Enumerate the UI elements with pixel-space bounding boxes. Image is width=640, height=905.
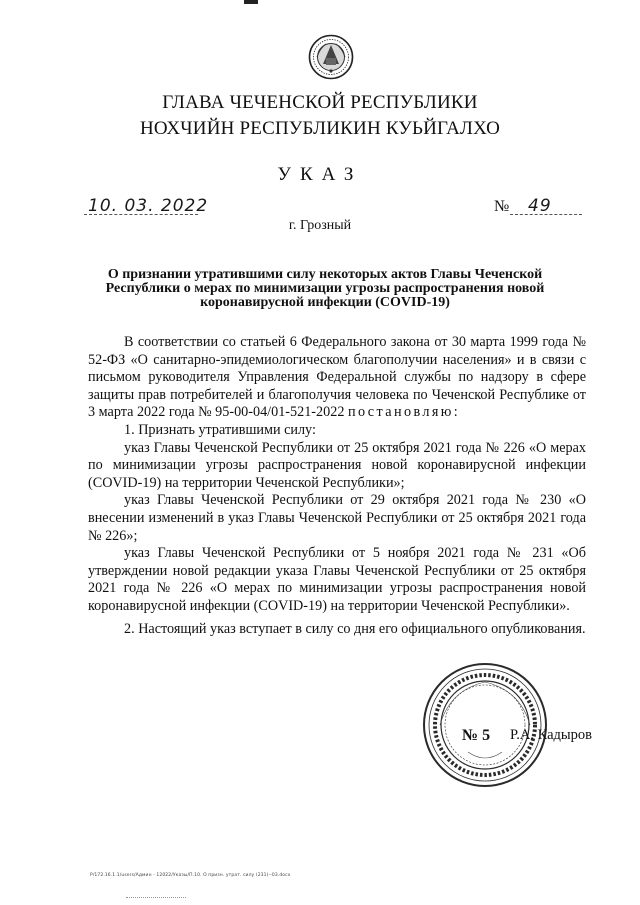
- preamble-paragraph: [88, 334, 586, 422]
- preamble-text: В соответствии со статьей 6 Федерального закона от 30 марта 1999 года № 52-ФЗ «О санитарно-эпидемиологическом благополучии населения» и в связи с письмом руководителя Управления Федеральной службы по надзору в сфере защиты прав потребителей и благополучия человека по Чеченской Республике от 3 марта 2022 года № 95-00-04/01-521-2022: [88, 334, 586, 421]
- item-1-sub-1: указ Главы Чеченской Республики от 25 октября 2021 года № 226 «О мерах по минимизации угрозы распространения новой коронавирусной инфекции (COVID-19) на территории Чеченской Республики»;: [88, 439, 586, 491]
- signatory-name: Р.А. Кадыров: [510, 727, 592, 743]
- header-title-ce: НОХЧИЙН РЕСПУБЛИКИН КУЬЙГАЛХО: [139, 118, 501, 139]
- subject-line: коронавирусной инфекции (COVID-19): [200, 295, 450, 310]
- item-2: 2. Настоящий указ вступает в силу со дня его официального опубликования.: [124, 620, 586, 637]
- number-underline: [510, 214, 582, 215]
- scan-mark: [244, 0, 258, 4]
- file-path-footer: Р/172.16.1.1/users/Админ - 12022/Указы/П.10. О призн. утрат. силу (231)--03.docx: [90, 873, 291, 878]
- subject-line: О признании утратившими силу некоторых актов Главы Чеченской: [107, 267, 543, 282]
- item-1-sub-2: указ Главы Чеченской Республики от 29 октября 2021 года № 230 «О внесении изменений в указ Главы Чеченской Республики от 25 октября 2021 года № 226»;: [88, 492, 586, 544]
- subject-line: Республики о мерах по минимизации угрозы распространения новой: [105, 281, 545, 296]
- date-underline: [84, 214, 198, 215]
- item-1-sub-3: указ Главы Чеченской Республики от 5 ноября 2021 года № 231 «Об утверждении новой редакции указа Главы Чеченской Республики от 25 октября 2021 года № 226 «О мерах по минимизации угрозы распространения новой коронавирусной инфекции (COVID-19) на территории Чеченской Республики».: [88, 545, 586, 614]
- document-subject: [90, 268, 560, 310]
- document-body: [88, 334, 586, 638]
- document-number: 49: [528, 196, 552, 216]
- chechen-republic-emblem-icon: [308, 34, 354, 80]
- document-date: 10. 03. 2022: [88, 196, 209, 216]
- item-1: 1. Признать утратившими силу:: [124, 421, 316, 438]
- document-city: г. Грозный: [288, 218, 352, 233]
- footer-mark: [126, 897, 186, 898]
- decree-word: постановляю:: [347, 404, 461, 421]
- number-label: №: [494, 198, 510, 215]
- header-title-ru: ГЛАВА ЧЕЧЕНСКОЙ РЕСПУБЛИКИ: [162, 92, 478, 113]
- administration-seal-icon: [420, 660, 550, 790]
- document-type: УКАЗ: [277, 164, 363, 185]
- seal-number: № 5: [462, 727, 491, 744]
